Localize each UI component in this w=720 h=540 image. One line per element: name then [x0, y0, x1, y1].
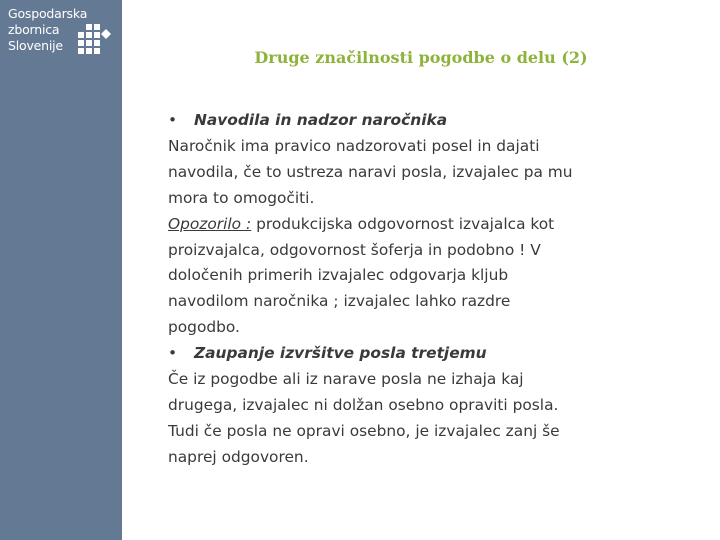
logo-square	[86, 48, 92, 54]
body-line: navodila, če to ustreza naravi posla, izvajalec pa mu	[168, 162, 573, 181]
logo-square	[94, 40, 100, 46]
logo-square	[78, 40, 84, 46]
logo-line: Slovenije	[8, 38, 63, 53]
logo-square	[94, 48, 100, 54]
body-line: navodilom naročnika ; izvajalec lahko razdre	[168, 292, 511, 311]
logo-grid-icon	[72, 22, 112, 62]
slide-title: Druge značilnosti pogodbe o delu (2)	[254, 48, 588, 67]
bullet-icon: •	[168, 111, 178, 129]
bullet-heading	[168, 108, 708, 134]
logo-diamond	[101, 29, 111, 39]
bullet-icon: •	[168, 344, 178, 363]
body-line: določenih primerih izvajalec odgovarja kljub	[168, 266, 509, 285]
logo-square	[86, 40, 92, 46]
logo-square	[94, 24, 100, 30]
warning-line	[168, 212, 708, 238]
body-line: pogodbo.	[168, 318, 240, 337]
warning-label: Opozorilo :	[168, 214, 252, 233]
body-line: Če iz pogodbe ali iz narave posla ne izhaja kaj	[168, 370, 524, 389]
bullet-heading	[168, 341, 708, 367]
body-line: Naročnik ima pravico nadzorovati posel in dajati	[168, 136, 540, 155]
logo-line: Gospodarska	[8, 6, 88, 21]
logo-square	[94, 32, 100, 38]
body-line: drugega, izvajalec ni dolžan osebno opraviti posla.	[168, 395, 559, 414]
slide-body	[168, 108, 708, 471]
logo-square	[78, 32, 84, 38]
logo-square	[86, 32, 92, 38]
sidebar	[0, 0, 122, 540]
body-line: naprej odgovoren.	[168, 447, 309, 466]
body-line: Tudi če posla ne opravi osebno, je izvajalec zanj še	[168, 421, 560, 440]
bullet-heading-text: Navodila in nadzor naročnika	[194, 111, 448, 129]
warning-text: produkcijska odgovornost izvajalca kot	[251, 214, 555, 233]
logo-square	[78, 48, 84, 54]
logo-line: zbornica	[8, 22, 60, 37]
logo-square	[86, 24, 92, 30]
body-line: mora to omogočiti.	[168, 188, 315, 207]
bullet-heading-text: Zaupanje izvršitve posla tretjemu	[194, 344, 487, 363]
body-line: proizvajalca, odgovornost šoferja in podobno ! V	[168, 240, 541, 259]
